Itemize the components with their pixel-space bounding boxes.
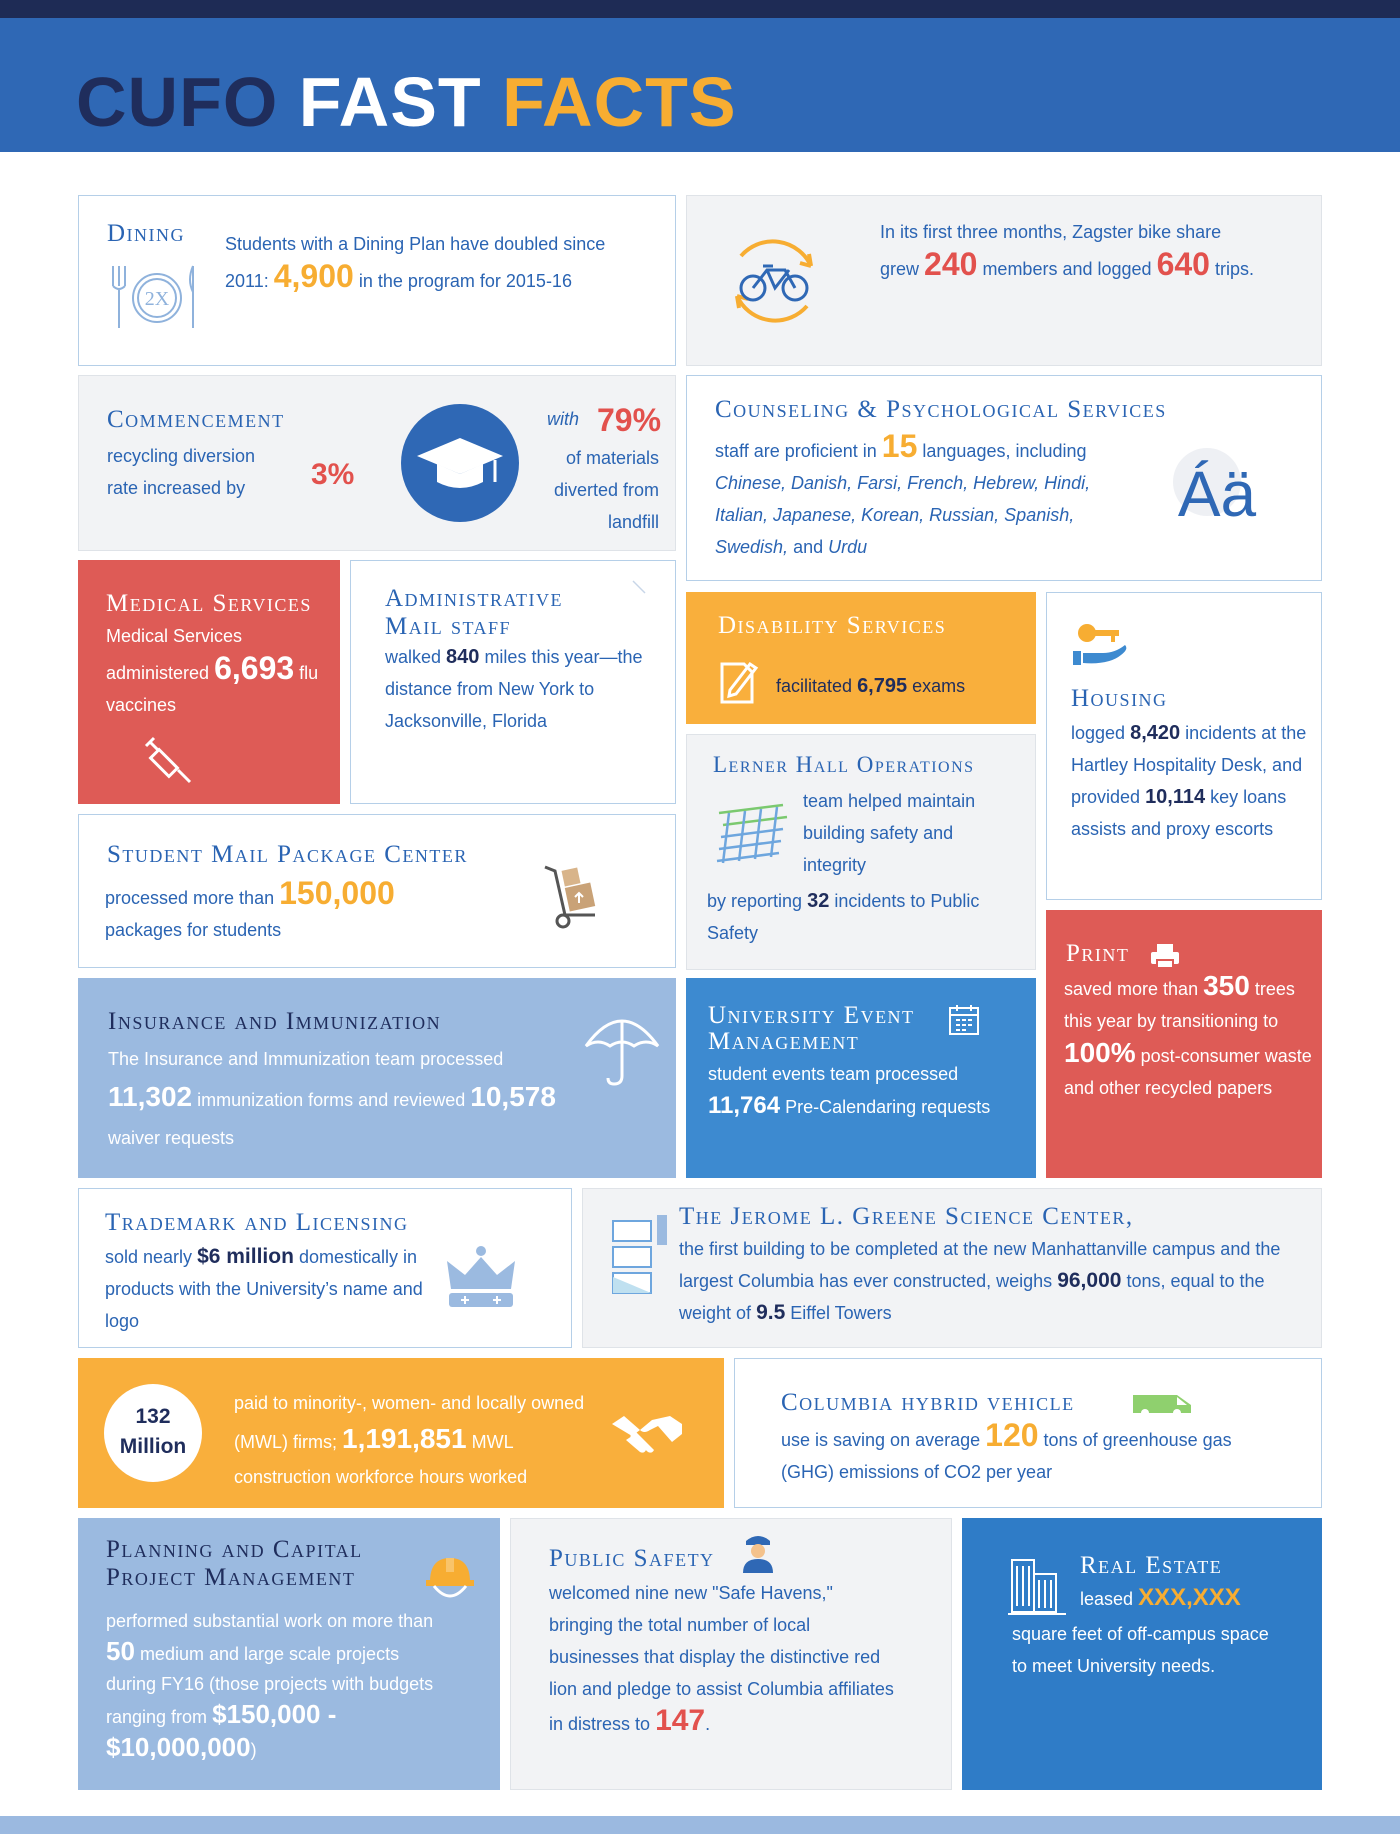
admin-mail-heading-line1: Administrative — [385, 585, 564, 612]
hybrid-card — [734, 1358, 1322, 1508]
umbrella-icon — [582, 1006, 662, 1086]
dining-card — [78, 195, 676, 366]
bottom-band — [0, 1816, 1400, 1834]
graduation-cap-icon — [401, 404, 519, 522]
insurance-waiver-value: 10,578 — [470, 1081, 556, 1112]
admin-mail-value: 840 — [446, 646, 480, 668]
planning-card — [78, 1518, 500, 1790]
hybrid-text: use is saving on average 120 tons of greenhouse gas (GHG) emissions of CO2 per year — [781, 1417, 1232, 1482]
insurance-card — [78, 978, 676, 1178]
dining-value: 4,900 — [273, 258, 354, 294]
commencement-text: recycling diversion rate increased by — [107, 446, 256, 498]
event-heading-line1: University Event — [708, 1002, 915, 1029]
mwl-value: 1,191,851 — [342, 1423, 467, 1454]
key-hand-icon — [1071, 621, 1131, 671]
print-text: saved more than 350 trees this year by transitioning to 100% post-consumer waste and other recycled papers — [1064, 970, 1312, 1098]
medical-card — [78, 560, 340, 804]
mail-decor-icon — [631, 579, 649, 597]
insurance-heading: Insurance and Immunization — [108, 1008, 442, 1035]
calendar-icon — [948, 1004, 980, 1036]
realestate-card — [962, 1518, 1322, 1790]
zagster-text: In its first three months, Zagster bike share grew 240 members and logged 640 trips. — [880, 222, 1254, 282]
bike-cycle-icon — [719, 226, 829, 336]
event-text: student events team processed 11,764 Pre-Calendaring requests — [708, 1064, 991, 1119]
syringe-icon — [144, 736, 194, 786]
lerner-card — [686, 734, 1036, 970]
officer-icon — [741, 1533, 775, 1573]
hybrid-heading: Columbia hybrid vehicle — [781, 1389, 1075, 1416]
print-heading: Print — [1066, 940, 1130, 967]
print-card — [1046, 910, 1322, 1178]
insurance-text: The Insurance and Immunization team processed 11,302 immunization forms and reviewed 10,578 waiver requests — [108, 1049, 556, 1148]
medical-value: 6,693 — [214, 650, 295, 686]
disability-text: facilitated 6,795 exams — [776, 675, 966, 697]
commencement-heading: Commencement — [107, 406, 285, 433]
realestate-heading: Real Estate — [1080, 1552, 1223, 1579]
safety-text: welcomed nine new "Safe Havens," bringing the total number of local businesses that display the distinctive red lion and pledge to assist Columbia affiliates in distress to 147. — [549, 1583, 894, 1737]
header-banner — [0, 18, 1400, 152]
hybrid-value: 120 — [985, 1417, 1039, 1453]
print-percent-value: 100% — [1064, 1037, 1136, 1068]
handshake-icon — [612, 1410, 682, 1456]
greene-eiffel-value: 9.5 — [756, 1301, 786, 1324]
commencement-text2: of materials diverted from landfill — [553, 448, 659, 532]
greene-text: the first building to be completed at the new Manhattanville campus and the largest Columbia has ever constructed, weighs 96,000 tons, equal to the weight of 9.5 Eiffel Towers — [679, 1239, 1281, 1324]
housing-card — [1046, 592, 1322, 900]
mwl-card — [78, 1358, 724, 1508]
event-value: 11,764 — [708, 1092, 781, 1119]
trademark-value: $6 million — [197, 1245, 294, 1268]
zagster-trips-value: 640 — [1156, 246, 1210, 282]
admin-mail-card — [350, 560, 676, 804]
package-heading: Student Mail Package Center — [107, 841, 468, 868]
commencement-with: with — [547, 409, 580, 429]
safety-value: 147 — [655, 1704, 706, 1737]
safety-card — [510, 1518, 952, 1790]
building-grid-icon — [709, 803, 793, 867]
plate-icon — [107, 262, 203, 332]
admin-mail-text: walked 840 miles this year—the distance from New York to Jacksonville, Florida — [385, 646, 643, 731]
mwl-text: paid to minority-, women- and locally owned (MWL) firms; 1,191,851 MWL construction workforce hours worked — [234, 1393, 585, 1487]
event-card — [686, 978, 1036, 1178]
greene-weight-value: 96,000 — [1057, 1269, 1122, 1292]
counseling-text: staff are proficient in 15 languages, including Chinese, Danish, Farsi, French, Hebrew, Hindi, Italian, Japanese, Korean, Russian, Spanish, Swedish, and Urdu — [715, 428, 1091, 557]
lerner-value: 32 — [807, 890, 830, 912]
safety-heading: Public Safety — [549, 1545, 715, 1572]
admin-mail-heading-line2: Mail staff — [385, 613, 512, 640]
realestate-leased: leased XXX,XXX — [1080, 1584, 1241, 1611]
vehicle-icon — [1131, 1391, 1193, 1417]
planning-projects-value: 50 — [106, 1636, 135, 1666]
planning-text: performed substantial work on more than 50 medium and large scale projects during FY16 (those projects with budgets ranging from $150,000 - $10,000,000) — [106, 1611, 434, 1762]
disability-card — [686, 592, 1036, 724]
lerner-heading: Lerner Hall Operations — [713, 752, 975, 777]
realestate-text: square feet of off-campus space to meet University needs. — [1012, 1624, 1269, 1676]
dining-text: Students with a Dining Plan have doubled since 2011: 4,900 in the program for 2015-16 — [225, 234, 606, 294]
hard-hat-icon — [426, 1552, 474, 1600]
counseling-heading: Counseling & Psychological Services — [715, 396, 1167, 423]
counseling-value: 15 — [881, 428, 918, 464]
crown-icon — [441, 1243, 521, 1311]
dining-heading: Dining — [107, 220, 186, 247]
planning-budget-value: $150,000 - $10,000,000 — [106, 1699, 337, 1762]
commencement-diverted-value: 79% — [597, 402, 662, 438]
zagster-members-value: 240 — [924, 246, 978, 282]
planning-heading-line2: Project Management — [106, 1564, 356, 1591]
print-trees-value: 350 — [1203, 970, 1250, 1001]
housing-keys-value: 10,114 — [1145, 786, 1206, 808]
planning-heading-line1: Planning and Capital — [106, 1536, 363, 1563]
disability-value: 6,795 — [857, 675, 908, 697]
greene-heading: The Jerome L. Greene Science Center, — [679, 1203, 1134, 1230]
svg-text:2X: 2X — [144, 288, 170, 310]
lerner-text1: team helped maintain building safety and integrity — [803, 791, 976, 875]
realestate-value: XXX,XXX — [1138, 1584, 1241, 1611]
housing-heading: Housing — [1071, 685, 1168, 712]
exam-paper-icon — [718, 658, 764, 706]
printer-icon — [1150, 942, 1180, 970]
commencement-card — [78, 375, 676, 551]
counseling-card — [686, 375, 1322, 581]
trademark-heading: Trademark and Licensing — [105, 1209, 409, 1236]
housing-text: logged 8,420 incidents at the Hartley Hospitality Desk, and provided 10,114 key loans assists and proxy escorts — [1071, 722, 1307, 839]
package-card — [78, 814, 676, 968]
top-band — [0, 0, 1400, 18]
package-text: processed more than 150,000 packages for students — [105, 875, 395, 940]
page-title: CUFO FAST FACTS — [76, 63, 737, 141]
lerner-text2: by reporting 32 incidents to Public Safety — [707, 890, 980, 943]
language-icon — [1167, 440, 1277, 530]
trademark-card — [78, 1188, 572, 1348]
medical-text: Medical Services administered 6,693 flu vaccines — [106, 626, 319, 715]
insurance-forms-value: 11,302 — [108, 1081, 193, 1112]
commencement-rate-value: 3% — [311, 458, 355, 491]
svg-text:Áä: Áä — [1177, 458, 1257, 530]
building-blocks-icon — [611, 1213, 671, 1297]
event-heading-line2: Management — [708, 1028, 860, 1055]
buildings-icon — [1008, 1556, 1066, 1618]
package-value: 150,000 — [279, 875, 395, 911]
medical-heading: Medical Services — [106, 590, 312, 617]
greene-card — [582, 1188, 1322, 1348]
zagster-card — [686, 195, 1322, 366]
mwl-circle: 132 Million — [104, 1384, 202, 1482]
disability-heading: Disability Services — [718, 612, 947, 639]
trademark-text: sold nearly $6 million domestically in products with the University’s name and logo — [105, 1245, 423, 1331]
hand-truck-icon — [539, 863, 603, 931]
housing-incidents-value: 8,420 — [1130, 722, 1181, 744]
